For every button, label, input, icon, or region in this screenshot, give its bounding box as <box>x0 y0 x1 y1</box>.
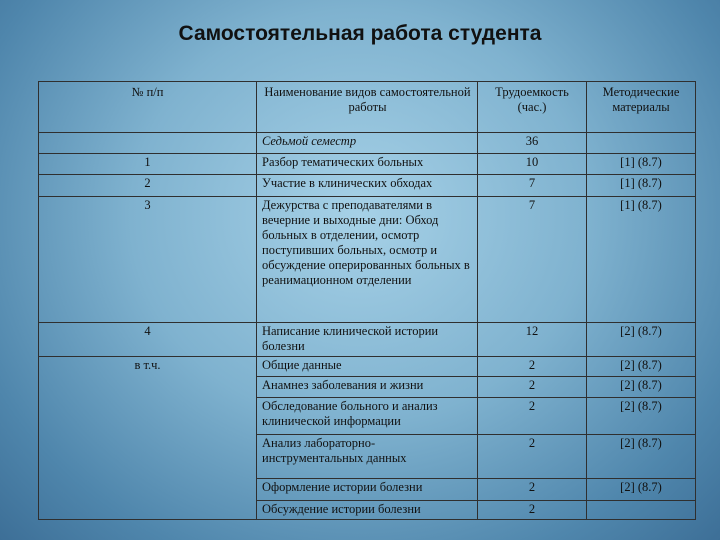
table-header-row <box>39 82 696 133</box>
row-num: 1 <box>39 154 257 175</box>
table-row <box>39 175 696 197</box>
table-row <box>39 323 696 357</box>
semester-row <box>39 133 696 154</box>
row-name: Анализ лабораторно-инструментальных данных <box>257 435 478 479</box>
row-materials: [2] (8.7) <box>587 435 696 479</box>
row-hours: 2 <box>478 357 587 377</box>
row-name: Разбор тематических больных <box>257 154 478 175</box>
row-hours: 2 <box>478 501 587 520</box>
row-name: Написание клинической истории болезни <box>257 323 478 357</box>
row-materials: [2] (8.7) <box>587 398 696 435</box>
row-materials: [2] (8.7) <box>587 377 696 398</box>
table-row <box>39 154 696 175</box>
table-row <box>39 197 696 323</box>
semester-num-cell <box>39 133 257 154</box>
row-hours: 2 <box>478 479 587 501</box>
row-materials: [2] (8.7) <box>587 479 696 501</box>
work-table <box>38 81 696 520</box>
row-name: Обследование больного и анализ клинической информации <box>257 398 478 435</box>
row-num: 2 <box>39 175 257 197</box>
row-materials: [1] (8.7) <box>587 154 696 175</box>
row-name: Оформление истории болезни <box>257 479 478 501</box>
row-materials: [2] (8.7) <box>587 357 696 377</box>
row-num: 4 <box>39 323 257 357</box>
header-materials: Методические материалы <box>587 82 696 133</box>
row-materials: [1] (8.7) <box>587 197 696 323</box>
row-name: Общие данные <box>257 357 478 377</box>
row-materials: [2] (8.7) <box>587 323 696 357</box>
row-name: Участие в клинических обходах <box>257 175 478 197</box>
header-num: № п/п <box>39 82 257 133</box>
header-name: Наименование видов самостоятельной работы <box>257 82 478 133</box>
row-hours: 2 <box>478 398 587 435</box>
row-hours: 7 <box>478 197 587 323</box>
page-title: Самостоятельная работа студента <box>178 22 542 45</box>
row-hours: 2 <box>478 435 587 479</box>
row-hours: 10 <box>478 154 587 175</box>
semester-hours: 36 <box>478 133 587 154</box>
semester-label: Седьмой семестр <box>257 133 478 154</box>
table-row <box>39 357 696 377</box>
row-name: Дежурства с преподавателями в вечерние и выходные дни: Обход больных в отделении, осмотр поступивших больных, осмотр и обсуждение оперированных больных в реанимационном отделении <box>257 197 478 323</box>
row-hours: 7 <box>478 175 587 197</box>
row-hours: 12 <box>478 323 587 357</box>
row-name: Анамнез заболевания и жизни <box>257 377 478 398</box>
row-materials <box>587 501 696 520</box>
row-hours: 2 <box>478 377 587 398</box>
row-materials: [1] (8.7) <box>587 175 696 197</box>
header-hours: Трудоемкость (час.) <box>478 82 587 133</box>
semester-materials-cell <box>587 133 696 154</box>
row-num: 3 <box>39 197 257 323</box>
row-num: в т.ч. <box>39 357 257 520</box>
row-name: Обсуждение истории болезни <box>257 501 478 520</box>
